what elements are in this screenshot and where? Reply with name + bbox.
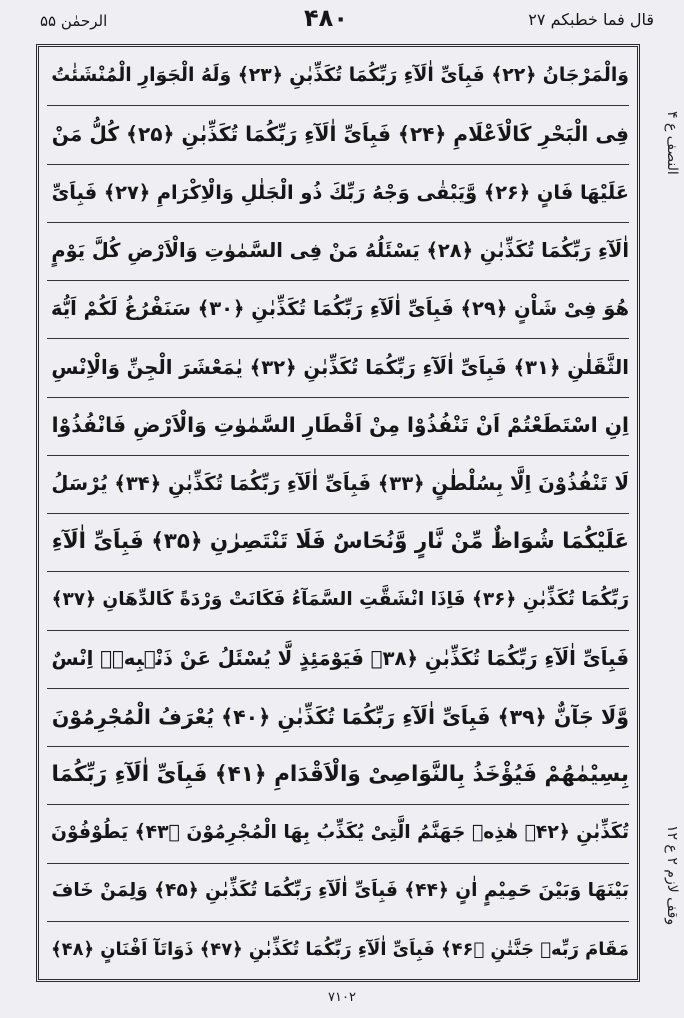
text-line [47,688,629,747]
surah-name: الرحمٰن ۵۵ [40,12,108,30]
text-line [47,863,629,922]
text-line [47,455,629,514]
verse-text: عَلَيْكُمَا شُوَاظٌ مِّنْ نَّارٍ وَّنُحَاسٌ فَلَا تَنْتَصِرٰنِ ﴿۳۵﴾ فَبِاَىِّ اٰلَآءِ [51,529,629,555]
verse-text: هُوَ فِىْ شَاْنٍ ﴿۲۹﴾ فَبِاَىِّ اٰلَآءِ رَبِّكُمَا تُكَذِّبٰنِ ﴿۳۰﴾ سَنَفْرُغُ لَكُمْ اَيُّهَ [51,297,629,321]
verse-text: عَلَيْهَا فَانٍ ﴿۲۶﴾ وَّيَبْقٰى وَجْهُ رَبِّكَ ذُو الْجَلٰلِ وَالْاِكْرَامِ ﴿۲۷﴾ فَبِاَىِّ [51,180,629,204]
juz-name: قال فما خطبکم ۲۷ [528,10,654,29]
verse-text: وَالْمَرْجَانُ ﴿۲۲﴾ فَبِاَىِّ اٰلَآءِ رَبِّكُمَا تُكَذِّبٰنِ ﴿۲۳﴾ وَلَهُ الْجَوَارِ الْمُنْشَئٰتُ [51,64,629,86]
page-header [0,0,684,40]
text-line [47,280,629,339]
margin-note-top: النصف ع ۴ [664,111,680,175]
text-line [47,921,629,979]
verse-text: تُكَذِّبٰنِ ﴿۴۲﴾ هٰذِهٖ جَهَنَّمُ الَّتِىْ يُكَذِّبُ بِهَا الْمُجْرِمُوْنَ ﴿۴۳﴾ يَطُوْفُوْنَ [51,822,629,843]
text-line [47,47,629,106]
text-line [47,105,629,164]
verse-text: الثَّقَلٰنِ ﴿۳۱﴾ فَبِاَىِّ اٰلَآءِ رَبِّكُمَا تُكَذِّبٰنِ ﴿۳۲﴾ يٰمَعْشَرَ الْجِنِّ وَالْاِنْسِ [51,355,629,379]
text-line [47,571,629,630]
text-line [47,804,629,863]
verse-text: مَقَامَ رَبِّهٖ جَنَّتٰنِ ﴿۴۶﴾ فَبِاَىِّ اٰلَآءِ رَبِّكُمَا تُكَذِّبٰنِ ﴿۴۷﴾ ذَوَاتَآ اَفْنَانٍ ﴿۴۸﴾ [51,938,629,960]
text-line [47,513,629,572]
text-line [47,164,629,223]
verse-text: فَبِاَىِّ اٰلَآءِ رَبِّكُمَا تُكَذِّبٰنِ ﴿۳۸﴾ فَيَوْمَئِذٍ لَّا يُسْئَلُ عَنْ ذَنْۢبِهٖۤ اِنْسٌ [51,646,629,670]
verse-text: بَيْنَهَا وَبَيْنَ حَمِيْمٍ اٰنٍ ﴿۴۴﴾ فَبِاَىِّ اٰلَآءِ رَبِّكُمَا تُكَذِّبٰنِ ﴿۴۵﴾ وَلِمَنْ خَافَ [51,880,629,902]
verse-text: فِى الْبَحْرِ كَالْاَعْلَامِ ﴿۲۴﴾ فَبِاَىِّ اٰلَآءِ رَبِّكُمَا تُكَذِّبٰنِ ﴿۲۵﴾ كُلُّ مَنْ [51,122,629,147]
text-line [47,630,629,689]
text-line [47,338,629,397]
verse-text: رَبِّكُمَا تُكَذِّبٰنِ ﴿۳۶﴾ فَاِذَا انْشَقَّتِ السَّمَآءُ فَكَانَتْ وَرْدَةً كَالدِّهَانِ ﴿۳۷﴾ [51,589,629,611]
text-line [47,222,629,281]
page-footer-code: ۷۱۰۲ [328,990,356,1005]
verse-text: بِسِيْمٰهُمْ فَيُؤْخَذُ بِالنَّوَاصِىْ وَالْاَقْدَامِ ﴿۴۱﴾ فَبِاَىِّ اٰلَآءِ رَبِّكُمَا [51,762,629,788]
margin-note-bottom: وقف لازم ۲ ع ۱۲ [664,824,680,926]
verse-text: اِنِ اسْتَطَعْتُمْ اَنْ تَنْفُذُوْا مِنْ اَقْطَارِ السَّمٰوٰتِ وَالْاَرْضِ فَانْفُذُوْا [51,413,629,438]
text-frame [36,44,640,982]
verse-text: وَّلَا جَآنٌّ ﴿۳۹﴾ فَبِاَىِّ اٰلَآءِ رَبِّكُمَا تُكَذِّبٰنِ ﴿۴۰﴾ يُعْرَفُ الْمُجْرِمُوْنَ [51,704,629,729]
text-line [47,746,629,805]
verse-text: لَا تَنْفُذُوْنَ اِلَّا بِسُلْطٰنٍ ﴿۳۳﴾ فَبِاَىِّ اٰلَآءِ رَبِّكُمَا تُكَذِّبٰنِ ﴿۳۴﴾ يُرْسَلُ [51,472,629,496]
text-line [47,397,629,456]
page-number: ۴۸۰ [304,4,348,32]
verse-text: اٰلَآءِ رَبِّكُمَا تُكَذِّبٰنِ ﴿۲۸﴾ يَسْئَلُهُ مَنْ فِى السَّمٰوٰتِ وَالْاَرْضِ كُلَّ يَوْمٍ [51,239,629,263]
